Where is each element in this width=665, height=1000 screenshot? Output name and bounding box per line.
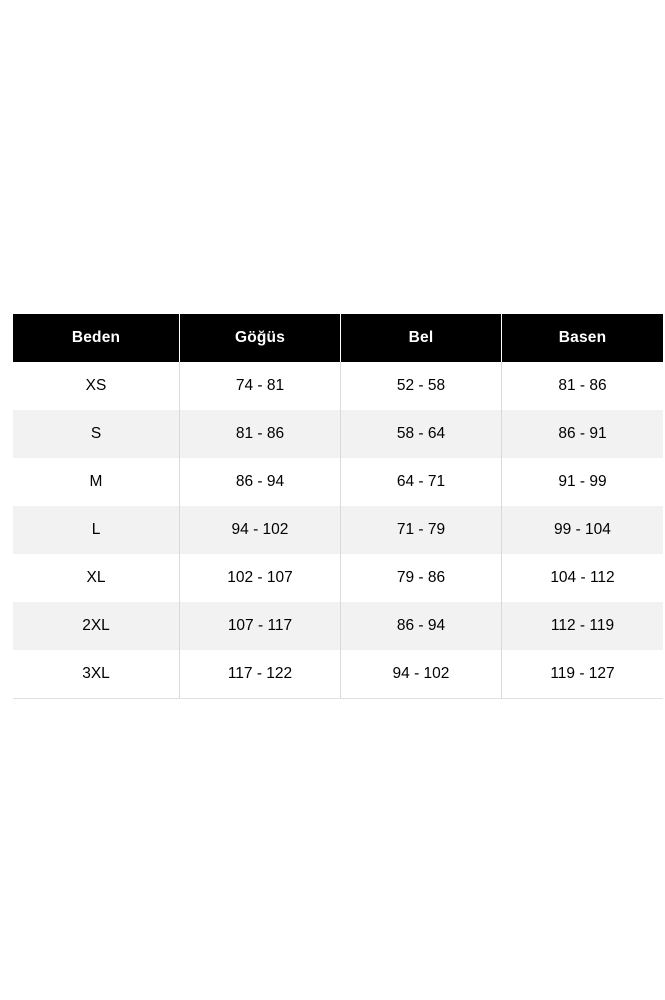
cell-hip: 112 - 119	[502, 602, 664, 650]
size-chart-table	[13, 314, 663, 699]
cell-chest: 107 - 117	[180, 602, 341, 650]
table-row	[13, 650, 663, 699]
table-row	[13, 554, 663, 602]
cell-waist: 58 - 64	[341, 410, 502, 458]
cell-waist: 64 - 71	[341, 458, 502, 506]
cell-size: M	[13, 458, 180, 506]
cell-hip: 99 - 104	[502, 506, 664, 554]
cell-chest: 94 - 102	[180, 506, 341, 554]
cell-chest: 117 - 122	[180, 650, 341, 699]
column-header-beden: Beden	[13, 314, 180, 362]
table-row	[13, 362, 663, 410]
cell-hip: 86 - 91	[502, 410, 664, 458]
cell-waist: 79 - 86	[341, 554, 502, 602]
cell-waist: 52 - 58	[341, 362, 502, 410]
cell-chest: 86 - 94	[180, 458, 341, 506]
cell-hip: 104 - 112	[502, 554, 664, 602]
table-body	[13, 362, 663, 699]
cell-chest: 74 - 81	[180, 362, 341, 410]
cell-waist: 94 - 102	[341, 650, 502, 699]
column-header-gogus: Göğüs	[180, 314, 341, 362]
cell-size: 3XL	[13, 650, 180, 699]
column-header-bel: Bel	[341, 314, 502, 362]
table-row	[13, 506, 663, 554]
cell-size: 2XL	[13, 602, 180, 650]
table-row	[13, 602, 663, 650]
cell-hip: 119 - 127	[502, 650, 664, 699]
table-header	[13, 314, 663, 362]
cell-chest: 81 - 86	[180, 410, 341, 458]
table-row	[13, 410, 663, 458]
cell-size: L	[13, 506, 180, 554]
cell-waist: 86 - 94	[341, 602, 502, 650]
table-row	[13, 458, 663, 506]
size-chart-container	[13, 314, 652, 699]
cell-waist: 71 - 79	[341, 506, 502, 554]
column-header-basen: Basen	[502, 314, 664, 362]
cell-chest: 102 - 107	[180, 554, 341, 602]
table-header-row	[13, 314, 663, 362]
cell-hip: 81 - 86	[502, 362, 664, 410]
cell-size: XL	[13, 554, 180, 602]
cell-hip: 91 - 99	[502, 458, 664, 506]
cell-size: XS	[13, 362, 180, 410]
cell-size: S	[13, 410, 180, 458]
